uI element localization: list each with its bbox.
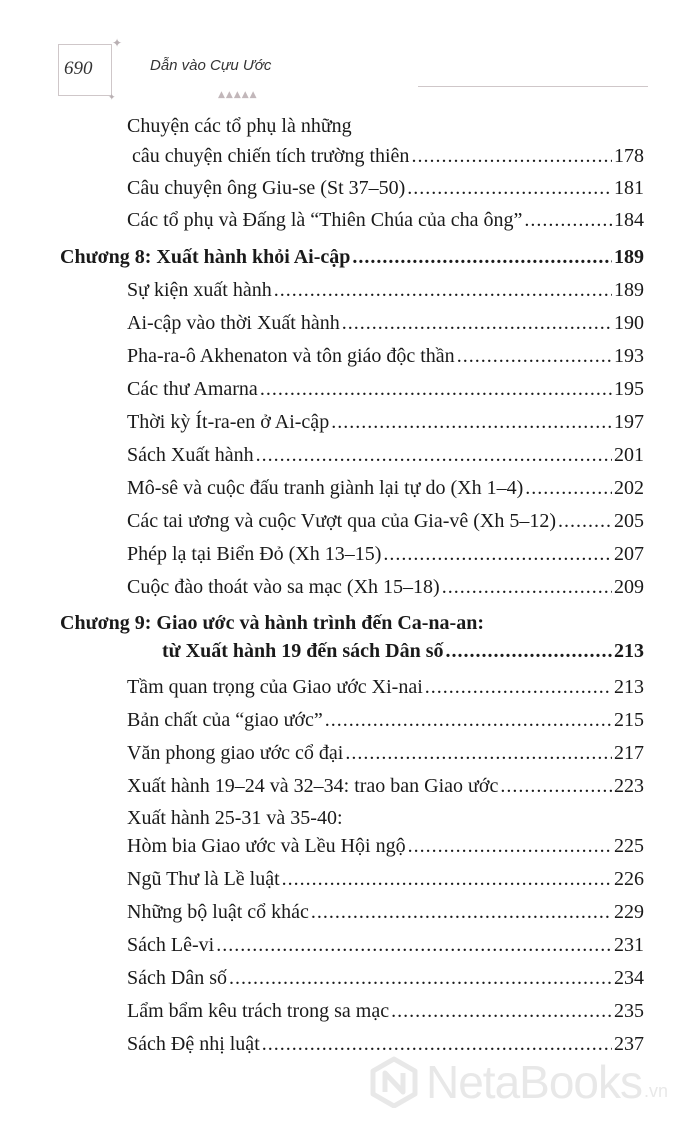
toc-entry[interactable]: [127, 341, 644, 371]
toc-entry[interactable]: [127, 672, 644, 702]
toc-entry[interactable]: [127, 539, 644, 569]
toc-entry[interactable]: [127, 374, 644, 404]
toc-entry[interactable]: [127, 173, 644, 203]
toc-entry-text: câu chuyện chiến tích trường thiên: [127, 145, 410, 167]
toc-entry-text: Thời kỳ Ít-ra-en ở Ai-cập: [127, 411, 330, 433]
toc-page-number: 181: [614, 177, 644, 199]
toc-entry-text: Sách Dân số: [127, 967, 227, 989]
dot-leader: [442, 572, 612, 602]
toc-entry-text: Văn phong giao ước cổ đại: [127, 742, 344, 764]
decorative-triangles: ▲▲▲▲▲: [218, 90, 258, 100]
toc-page-number: 231: [614, 934, 644, 956]
dot-leader: [260, 374, 612, 404]
toc-entry-text: Hòm bia Giao ước và Lều Hội ngộ: [127, 835, 406, 857]
toc-chapter-text: Chương 9: Giao ước và hành trình đến Ca-na-an:: [60, 612, 484, 634]
toc-entry[interactable]: [127, 407, 644, 437]
toc-entry[interactable]: [127, 572, 644, 602]
toc-page-number: 193: [614, 345, 644, 367]
toc-page-number: 178: [614, 145, 644, 167]
watermark-suffix: .vn: [644, 1080, 669, 1101]
dot-leader: [524, 205, 612, 235]
toc-entry-text: Những bộ luật cổ khác: [127, 901, 309, 923]
toc-page-number: 207: [614, 543, 644, 565]
dot-leader: [425, 672, 612, 702]
dot-leader: [500, 771, 612, 801]
toc-entry[interactable]: [127, 440, 644, 470]
toc-entry-text: Tầm quan trọng của Giao ước Xi-nai: [127, 676, 423, 698]
watermark: [368, 1052, 690, 1112]
toc-entry-text: Ngũ Thư là Lề luật: [127, 868, 280, 890]
toc-entry[interactable]: [127, 141, 644, 171]
toc-page-number: 197: [614, 411, 644, 433]
toc-entry-text: Bản chất của “giao ước”: [127, 709, 323, 731]
toc-entry[interactable]: [127, 930, 644, 960]
dot-leader: [352, 242, 612, 272]
dot-leader: [457, 341, 612, 371]
toc-entry[interactable]: [127, 308, 644, 338]
toc-entry-text: Các tai ương và cuộc Vượt qua của Gia-vê (Xh 5–12): [127, 510, 556, 532]
toc-entry-text: Sách Đệ nhị luật: [127, 1033, 260, 1055]
toc-entry[interactable]: [127, 506, 644, 536]
page-number: 690: [64, 58, 93, 79]
toc-entry[interactable]: [127, 996, 644, 1026]
toc-entry[interactable]: [127, 738, 644, 768]
dot-leader: [407, 173, 612, 203]
toc-entry-text: Phép lạ tại Biển Đỏ (Xh 13–15): [127, 543, 382, 565]
dot-leader: [282, 864, 612, 894]
toc-entry[interactable]: [127, 275, 644, 305]
dot-leader: [274, 275, 612, 305]
toc-chapter[interactable]: [60, 242, 644, 272]
running-header-title: Dẫn vào Cựu Ước: [150, 57, 272, 74]
toc-page-number: 237: [614, 1033, 644, 1055]
toc-chapter-text: từ Xuất hành 19 đến sách Dân số: [162, 640, 444, 662]
toc-entry-text: Sách Lê-vi: [127, 934, 215, 956]
toc-entry-text: Mô-sê và cuộc đấu tranh giành lại tự do (Xh 1–4): [127, 477, 524, 499]
toc-entry[interactable]: [127, 864, 644, 894]
toc-entry-text: Xuất hành 25-31 và 35-40:: [127, 807, 343, 829]
watermark-brand: NetaBooks: [426, 1056, 643, 1108]
toc-page-number: 213: [614, 640, 644, 662]
dot-leader: [345, 738, 612, 768]
dot-leader: [383, 539, 612, 569]
toc-chapter[interactable]: [162, 636, 644, 666]
toc-entry[interactable]: [127, 771, 644, 801]
toc-entry[interactable]: [127, 897, 644, 927]
toc-page-number: 217: [614, 742, 644, 764]
toc-entry-text: Các thư Amarna: [127, 378, 258, 400]
toc-page-number: 202: [614, 477, 644, 499]
toc-page-number: 223: [614, 775, 644, 797]
toc-page-number: 209: [614, 576, 644, 598]
toc-entry-text: Ai-cập vào thời Xuất hành: [127, 312, 340, 334]
toc-page-number: 189: [614, 246, 644, 268]
toc-chapter-text: Chương 8: Xuất hành khỏi Ai-cập: [60, 246, 351, 268]
toc-entry[interactable]: [127, 205, 644, 235]
dot-leader: [558, 506, 612, 536]
header-rule: [418, 86, 648, 87]
toc-page-number: 226: [614, 868, 644, 890]
dot-leader: [311, 897, 612, 927]
toc-page-number: 213: [614, 676, 644, 698]
toc-page-number: 215: [614, 709, 644, 731]
toc-page-number: 229: [614, 901, 644, 923]
sparkle-icon: ✦: [108, 92, 116, 102]
dot-leader: [446, 636, 612, 666]
toc-page-number: 189: [614, 279, 644, 301]
toc-entry-text: Sách Xuất hành: [127, 444, 254, 466]
dot-leader: [411, 141, 612, 171]
toc-entry-text: Câu chuyện ông Giu-se (St 37–50): [127, 177, 406, 199]
toc-page-number: 190: [614, 312, 644, 334]
dot-leader: [216, 930, 612, 960]
toc-entry-text: Lẩm bẩm kêu trách trong sa mạc: [127, 1000, 390, 1022]
toc-entry-text: Pha-ra-ô Akhenaton và tôn giáo độc thần: [127, 345, 455, 367]
toc-page-number: 225: [614, 835, 644, 857]
toc-entry-text: Cuộc đào thoát vào sa mạc (Xh 15–18): [127, 576, 440, 598]
dot-leader: [325, 705, 612, 735]
dot-leader: [408, 831, 612, 861]
dot-leader: [229, 963, 612, 993]
toc-entry[interactable]: [127, 473, 644, 503]
sparkle-icon: ✦: [112, 36, 123, 50]
dot-leader: [331, 407, 612, 437]
toc-page-number: 205: [614, 510, 644, 532]
toc-page-number: 235: [614, 1000, 644, 1022]
toc-entry-text: Sự kiện xuất hành: [127, 279, 272, 301]
dot-leader: [256, 440, 612, 470]
toc-page-number: 195: [614, 378, 644, 400]
toc-page-number: 201: [614, 444, 644, 466]
netabooks-logo-icon: [368, 1056, 420, 1108]
toc-entry[interactable]: [127, 705, 644, 735]
toc-page-number: 184: [614, 209, 644, 231]
toc-entry-text: Xuất hành 19–24 và 32–34: trao ban Giao ước: [127, 775, 499, 797]
dot-leader: [342, 308, 612, 338]
toc-entry[interactable]: [127, 831, 644, 861]
toc-entry[interactable]: [127, 963, 644, 993]
toc-entry-text: Chuyện các tổ phụ là những: [127, 115, 352, 137]
dot-leader: [391, 996, 612, 1026]
toc-entry-text: Các tổ phụ và Đấng là “Thiên Chúa của cha ông”: [127, 209, 523, 231]
toc-page-number: 234: [614, 967, 644, 989]
dot-leader: [525, 473, 612, 503]
